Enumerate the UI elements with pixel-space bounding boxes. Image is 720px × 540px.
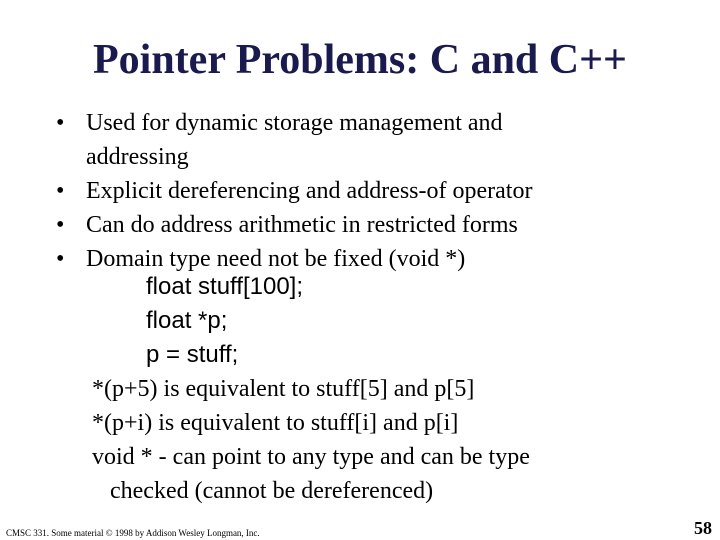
note-line: *(p+i) is equivalent to stuff[i] and p[i] — [92, 410, 459, 436]
code-line: float *p; — [146, 307, 228, 334]
bullet-item — [56, 208, 532, 242]
notes-list — [92, 372, 530, 508]
slide-title: Pointer Problems: C and C++ — [93, 37, 627, 83]
note-line: *(p+5) is equivalent to stuff[5] and p[5] — [92, 376, 475, 402]
bullet-continuation: addressing — [86, 144, 189, 170]
footer-copyright: CMSC 331. Some material © 1998 by Addison Wesley Longman, Inc. — [6, 528, 260, 538]
bullet-item — [56, 174, 532, 208]
bullet-text: Used for dynamic storage management and — [86, 110, 503, 136]
code-example — [146, 270, 303, 372]
code-line: float stuff[100]; — [146, 273, 303, 300]
note-continuation: checked (cannot be dereferenced) — [110, 478, 434, 504]
bullet-symbol: • — [56, 246, 65, 272]
bullet-text: Can do address arithmetic in restricted forms — [86, 212, 518, 238]
code-line: p = stuff; — [146, 341, 239, 368]
page-number: 58 — [694, 518, 712, 538]
bullet-symbol: • — [56, 178, 65, 204]
note-line: void * - can point to any type and can be type — [92, 444, 530, 470]
bullet-text: Domain type need not be fixed (void *) — [86, 246, 466, 272]
bullet-text: Explicit dereferencing and address-of operator — [86, 178, 533, 204]
bullet-symbol: • — [56, 212, 65, 238]
bullet-symbol: • — [56, 110, 65, 136]
bullet-list — [56, 106, 532, 276]
bullet-item — [56, 106, 532, 174]
